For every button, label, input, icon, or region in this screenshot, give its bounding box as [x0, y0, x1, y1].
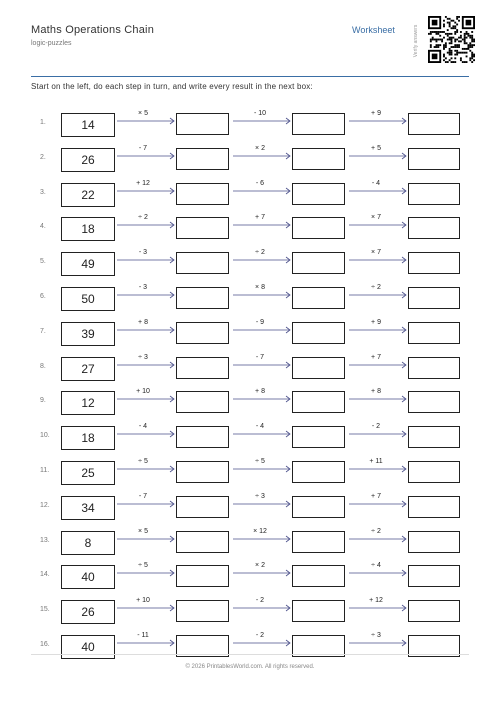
operation-label: + 5 [371, 144, 381, 152]
operation-label: - 9 [255, 318, 265, 326]
operation-label: - 4 [371, 179, 381, 187]
operation-label: ÷ 2 [371, 527, 381, 535]
answer-box[interactable] [176, 287, 229, 309]
arrow-icon [233, 361, 291, 369]
qr-code-icon [428, 16, 475, 63]
problem-number: 15. [40, 606, 50, 614]
arrow-icon [233, 395, 291, 403]
answer-box[interactable] [292, 357, 345, 379]
operation-label: + 8 [371, 388, 381, 396]
arrow-icon [349, 395, 407, 403]
answer-box[interactable] [292, 287, 345, 309]
arrow-icon [117, 430, 175, 438]
answer-box[interactable] [176, 183, 229, 205]
verify-text: Verify answers [413, 24, 419, 58]
problem-row [0, 284, 500, 311]
start-value-box: 39 [61, 322, 115, 346]
answer-box[interactable] [292, 322, 345, 344]
problem-number: 9. [40, 397, 46, 405]
arrow-icon [349, 361, 407, 369]
final-answer-box[interactable] [408, 496, 460, 518]
final-answer-box[interactable] [408, 461, 460, 483]
operation-label: - 2 [371, 423, 381, 431]
problem-number: 8. [40, 362, 46, 370]
final-answer-box[interactable] [408, 357, 460, 379]
operation-label: - 3 [138, 249, 148, 257]
answer-box[interactable] [292, 148, 345, 170]
arrow-icon [349, 500, 407, 508]
operation-label: - 3 [138, 284, 148, 291]
operation-label: + 9 [371, 318, 381, 326]
worksheet-title: Maths Operations Chain [31, 24, 155, 36]
problem-row [0, 318, 500, 346]
arrow-icon [233, 569, 291, 577]
operation-label: ÷ 3 [138, 353, 148, 361]
operation-label: + 8 [138, 318, 148, 326]
start-value-box: 27 [61, 357, 115, 381]
start-value-box: 49 [61, 252, 115, 276]
start-value-box: 26 [61, 600, 115, 624]
start-value-box: 18 [61, 217, 115, 241]
arrow-icon [233, 535, 291, 543]
verify-label [408, 18, 424, 64]
answer-box[interactable] [176, 531, 229, 553]
arrow-icon [117, 187, 175, 195]
problem-number: 4. [40, 223, 46, 231]
arrow-icon [117, 500, 175, 508]
answer-box[interactable] [176, 357, 229, 379]
problem-number: 16. [40, 641, 50, 648]
answer-box[interactable] [292, 113, 345, 135]
operation-label: - 2 [255, 597, 265, 605]
start-value-box: 34 [61, 496, 115, 520]
arrow-icon [349, 117, 407, 125]
arrow-icon [233, 500, 291, 508]
operation-label: + 7 [255, 214, 265, 222]
arrow-icon [349, 430, 407, 438]
operation-label: × 2 [255, 562, 265, 570]
start-value-box: 40 [61, 565, 115, 589]
arrow-icon [117, 569, 175, 577]
arrow-icon [349, 221, 407, 229]
final-answer-box[interactable] [408, 148, 460, 170]
operation-label: ÷ 2 [138, 214, 148, 222]
arrow-icon [233, 326, 291, 334]
operation-label: ÷ 2 [255, 249, 265, 257]
arrow-icon [233, 465, 291, 473]
answer-box[interactable] [176, 252, 229, 274]
answer-box[interactable] [292, 600, 345, 622]
operation-label: - 4 [138, 423, 148, 431]
operation-label: × 7 [371, 249, 381, 257]
operation-label: + 8 [255, 388, 265, 396]
arrow-icon [233, 117, 291, 125]
problem-row [0, 353, 500, 381]
operation-label: - 2 [255, 632, 265, 639]
operation-label: + 7 [371, 353, 381, 361]
problem-row [0, 562, 500, 589]
arrow-icon [233, 430, 291, 438]
problem-number: 11. [40, 467, 50, 474]
operation-label: - 7 [138, 144, 148, 152]
answer-box[interactable] [176, 565, 229, 587]
arrow-icon [117, 152, 175, 160]
operation-label: - 4 [255, 423, 265, 431]
answer-box[interactable] [292, 496, 345, 518]
arrow-icon [349, 604, 407, 612]
operation-label: × 12 [253, 527, 267, 535]
answer-box[interactable] [176, 322, 229, 344]
operation-label: + 12 [136, 179, 150, 187]
worksheet-subtitle: logic-puzzles [31, 40, 72, 47]
problem-row [0, 388, 500, 415]
arrow-icon [117, 395, 175, 403]
problem-row [0, 423, 500, 450]
arrow-icon [117, 221, 175, 229]
operation-label: × 2 [255, 144, 265, 152]
arrow-icon [349, 326, 407, 334]
arrow-icon [349, 465, 407, 473]
answer-box[interactable] [176, 461, 229, 483]
operation-label: - 10 [253, 110, 267, 117]
answer-box[interactable] [176, 148, 229, 170]
operation-label: - 7 [255, 353, 265, 361]
problem-number: 5. [40, 258, 46, 266]
problem-row [0, 214, 500, 241]
final-answer-box[interactable] [408, 531, 460, 553]
start-value-box: 40 [61, 635, 115, 659]
arrow-icon [117, 291, 175, 299]
operation-label: - 6 [255, 179, 265, 187]
answer-box[interactable] [292, 391, 345, 413]
answer-box[interactable] [292, 461, 345, 483]
arrow-icon [117, 326, 175, 334]
answer-box[interactable] [176, 391, 229, 413]
answer-box[interactable] [292, 531, 345, 553]
final-answer-box[interactable] [408, 183, 460, 205]
arrow-icon [349, 639, 407, 647]
header-rule [31, 76, 469, 77]
problem-row [0, 458, 500, 485]
operation-label: + 7 [371, 492, 381, 500]
start-value-box: 8 [61, 531, 115, 555]
answer-box[interactable] [292, 565, 345, 587]
answer-box[interactable] [292, 217, 345, 239]
arrow-icon [349, 187, 407, 195]
operation-label: ÷ 5 [255, 458, 265, 465]
arrow-icon [233, 221, 291, 229]
problem-row [0, 527, 500, 555]
start-value-box: 22 [61, 183, 115, 207]
arrow-icon [233, 291, 291, 299]
start-value-box: 14 [61, 113, 115, 137]
start-value-box: 26 [61, 148, 115, 172]
problem-number: 10. [40, 432, 50, 440]
answer-box[interactable] [292, 426, 345, 448]
arrow-icon [349, 152, 407, 160]
footer: © 2026 PrintablesWorld.com. All rights reserved. [185, 664, 315, 670]
problem-number: 12. [40, 501, 50, 509]
problem-row [0, 492, 500, 520]
operation-label: ÷ 2 [371, 284, 381, 291]
operation-label: + 11 [369, 458, 383, 465]
problem-row [0, 597, 500, 624]
problem-row [0, 632, 500, 659]
arrow-icon [117, 465, 175, 473]
operation-label: - 7 [138, 492, 148, 500]
final-answer-box[interactable] [408, 113, 460, 135]
final-answer-box[interactable] [408, 287, 460, 309]
arrow-icon [233, 256, 291, 264]
operation-label: + 10 [136, 597, 150, 605]
operation-label: + 9 [371, 110, 381, 117]
arrow-icon [117, 256, 175, 264]
worksheet-badge: Worksheet [352, 25, 395, 35]
problem-row [0, 110, 500, 137]
operation-label: × 8 [255, 284, 265, 291]
arrow-icon [117, 535, 175, 543]
problem-row [0, 249, 500, 276]
arrow-icon [349, 535, 407, 543]
operation-label: ÷ 5 [138, 562, 148, 570]
problem-number: 6. [40, 293, 46, 300]
answer-box[interactable] [176, 600, 229, 622]
start-value-box: 12 [61, 391, 115, 415]
arrow-icon [117, 361, 175, 369]
arrow-icon [233, 152, 291, 160]
instructions: Start on the left, do each step in turn, and write every result in the next box: [31, 82, 313, 91]
answer-box[interactable] [176, 496, 229, 518]
arrow-icon [233, 187, 291, 195]
footer-rule [31, 654, 469, 655]
final-answer-box[interactable] [408, 252, 460, 274]
answer-box[interactable] [292, 183, 345, 205]
arrow-icon [349, 569, 407, 577]
operation-label: ÷ 5 [138, 458, 148, 465]
operation-label: × 5 [138, 527, 148, 535]
answer-box[interactable] [176, 426, 229, 448]
problem-number: 7. [40, 327, 46, 335]
answer-box[interactable] [176, 113, 229, 135]
operation-label: × 7 [371, 214, 381, 222]
problem-number: 3. [40, 188, 46, 196]
operation-label: × 5 [138, 110, 148, 117]
final-answer-box[interactable] [408, 391, 460, 413]
problem-row [0, 144, 500, 172]
arrow-icon [117, 117, 175, 125]
start-value-box: 50 [61, 287, 115, 311]
operation-label: ÷ 3 [371, 632, 381, 639]
arrow-icon [233, 604, 291, 612]
operation-label: - 11 [137, 632, 149, 639]
final-answer-box[interactable] [408, 217, 460, 239]
problem-number: 1. [40, 119, 46, 126]
problem-number: 2. [40, 153, 46, 161]
arrow-icon [117, 639, 175, 647]
problem-number: 13. [40, 536, 50, 544]
operation-label: ÷ 3 [255, 492, 265, 500]
arrow-icon [349, 256, 407, 264]
operation-label: + 12 [369, 597, 383, 605]
arrow-icon [349, 291, 407, 299]
operation-label: + 10 [136, 388, 150, 396]
answer-box[interactable] [176, 217, 229, 239]
start-value-box: 18 [61, 426, 115, 450]
final-answer-box[interactable] [408, 426, 460, 448]
final-answer-box[interactable] [408, 600, 460, 622]
problem-number: 14. [40, 571, 50, 579]
arrow-icon [117, 604, 175, 612]
problem-row [0, 179, 500, 207]
answer-box[interactable] [292, 252, 345, 274]
arrow-icon [233, 639, 291, 647]
operation-label: ÷ 4 [371, 562, 381, 570]
final-answer-box[interactable] [408, 565, 460, 587]
final-answer-box[interactable] [408, 322, 460, 344]
start-value-box: 25 [61, 461, 115, 485]
